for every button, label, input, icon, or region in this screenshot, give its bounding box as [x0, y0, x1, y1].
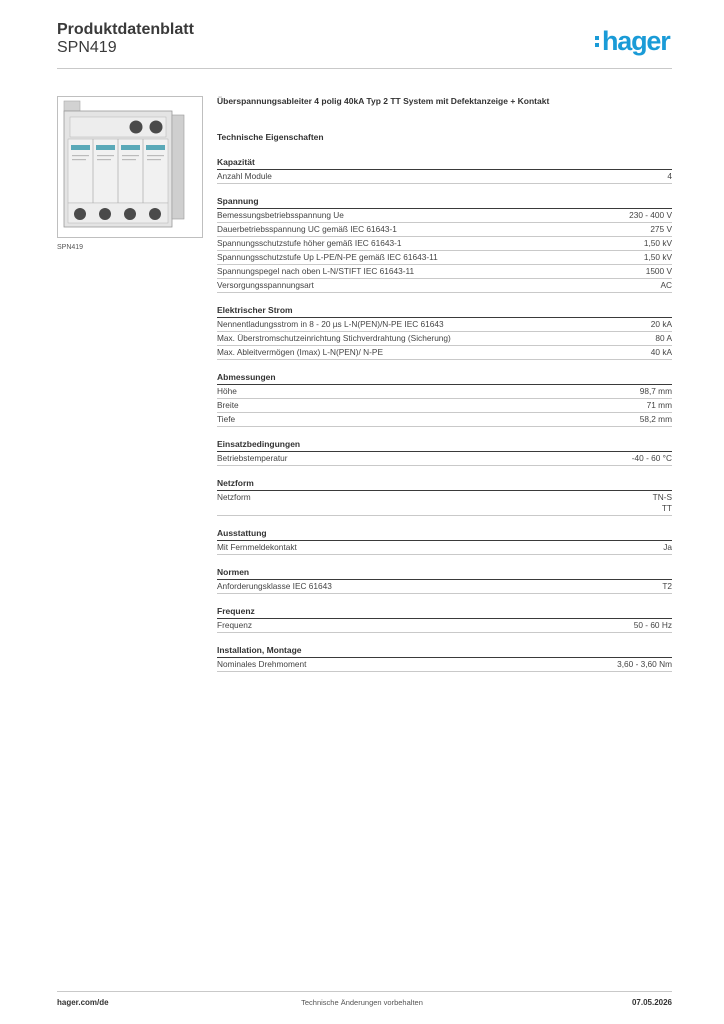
section-title: Ausstattung — [217, 528, 672, 541]
spec-section — [217, 157, 672, 184]
spec-value — [651, 347, 672, 358]
section-title: Abmessungen — [217, 372, 672, 385]
spec-content — [217, 96, 672, 672]
spec-label: Max. Überstromschutzeinrichtung Stichverdrahtung (Sicherung) — [217, 333, 451, 343]
spec-label: Tiefe — [217, 414, 236, 424]
spec-row — [217, 279, 672, 293]
spec-value — [617, 659, 672, 670]
spec-label: Versorgungsspannungsart — [217, 280, 314, 290]
logo-text: hager — [602, 26, 670, 56]
spec-value — [655, 333, 672, 344]
spec-value-line: 98,7 mm — [639, 386, 672, 396]
spec-value — [662, 581, 672, 592]
spec-row — [217, 385, 672, 399]
spec-value-line: -40 - 60 °C — [631, 453, 672, 463]
spec-value — [646, 266, 672, 277]
spec-value — [663, 542, 672, 553]
spec-value-line: Ja — [663, 542, 672, 552]
spec-value — [644, 252, 672, 263]
footer-notice: Technische Änderungen vorbehalten — [301, 998, 423, 1007]
spec-section — [217, 372, 672, 427]
spec-value — [651, 319, 672, 330]
section-title: Kapazität — [217, 157, 672, 170]
spec-section — [217, 645, 672, 672]
spec-value — [632, 453, 672, 464]
spec-value-line: 1,50 kV — [643, 252, 672, 262]
spec-value — [644, 238, 672, 249]
spec-label: Nominales Drehmoment — [217, 659, 307, 669]
logo-dots-icon — [595, 28, 599, 48]
spec-section — [217, 305, 672, 360]
section-title: Normen — [217, 567, 672, 580]
spec-row — [217, 251, 672, 265]
spec-value-line: 40 kA — [650, 347, 672, 357]
spec-value-line: 71 mm — [646, 400, 672, 410]
spec-row — [217, 413, 672, 427]
spec-row — [217, 332, 672, 346]
spec-row — [217, 541, 672, 555]
spec-row — [217, 399, 672, 413]
section-title: Einsatzbedingungen — [217, 439, 672, 452]
spec-value-line: 80 A — [655, 333, 672, 343]
document-title: Produktdatenblatt — [57, 21, 194, 38]
spec-value — [667, 171, 672, 182]
spec-value-line: 1,50 kV — [643, 238, 672, 248]
spec-row — [217, 452, 672, 466]
section-title: Spannung — [217, 196, 672, 209]
spec-label: Spannungsschutzstufe Up L-PE/N-PE gemäß IEC 61643-11 — [217, 252, 438, 262]
spec-row — [217, 491, 672, 516]
spec-value — [650, 224, 672, 235]
spec-section — [217, 478, 672, 516]
spec-row — [217, 580, 672, 594]
spec-label: Breite — [217, 400, 239, 410]
spec-value-line: TN-S — [652, 492, 672, 502]
spec-value-line: 230 - 400 V — [629, 210, 672, 220]
spec-value — [634, 620, 672, 631]
spec-value — [629, 210, 672, 221]
spec-row — [217, 223, 672, 237]
spec-value-line: 58,2 mm — [639, 414, 672, 424]
spec-row — [217, 658, 672, 672]
section-title: Installation, Montage — [217, 645, 672, 658]
technical-properties-heading: Technische Eigenschaften — [217, 132, 324, 142]
spec-label: Dauerbetriebsspannung UC gemäß IEC 61643-1 — [217, 224, 397, 234]
product-image-caption: SPN419 — [57, 244, 84, 251]
spec-value-line: 50 - 60 Hz — [633, 620, 672, 630]
section-title: Elektrischer Strom — [217, 305, 672, 318]
spec-section — [217, 528, 672, 555]
spec-value-line: 4 — [667, 171, 672, 181]
spec-section — [217, 196, 672, 293]
spec-label: Bemessungsbetriebsspannung Ue — [217, 210, 344, 220]
spec-row — [217, 318, 672, 332]
spec-label: Anforderungsklasse IEC 61643 — [217, 581, 332, 591]
spec-value-line: T2 — [662, 581, 672, 591]
spec-section — [217, 439, 672, 466]
spec-value-line: AC — [660, 280, 672, 290]
spec-value-line: TT — [661, 503, 672, 513]
spec-row — [217, 237, 672, 251]
spec-value-line: 1500 V — [645, 266, 672, 276]
footer-website: hager.com/de — [57, 998, 109, 1007]
hager-logo — [595, 28, 670, 55]
product-description: Überspannungsableiter 4 polig 40kA Typ 2 TT System mit Defektanzeige + Kontakt — [217, 96, 550, 106]
spec-value-line: 3,60 - 3,60 Nm — [617, 659, 672, 669]
spec-label: Höhe — [217, 386, 237, 396]
surge-arrester-icon — [58, 97, 202, 237]
spec-value — [647, 400, 672, 411]
spec-label: Mit Fernmeldekontakt — [217, 542, 297, 552]
header-divider — [57, 68, 672, 69]
spec-value — [640, 386, 672, 397]
spec-sections — [217, 157, 672, 672]
spec-value-line: 275 V — [650, 224, 672, 234]
spec-label: Spannungsschutzstufe höher gemäß IEC 61643-1 — [217, 238, 402, 248]
spec-value — [640, 414, 672, 425]
spec-row — [217, 346, 672, 360]
spec-label: Anzahl Module — [217, 171, 272, 181]
product-image — [57, 96, 203, 238]
spec-value — [653, 492, 672, 514]
spec-value-line: 20 kA — [650, 319, 672, 329]
spec-label: Nennentladungsstrom in 8 - 20 µs L-N(PEN)/N-PE IEC 61643 — [217, 319, 444, 329]
spec-row — [217, 170, 672, 184]
section-title: Netzform — [217, 478, 672, 491]
document-subtitle: SPN419 — [57, 39, 117, 56]
spec-label: Max. Ableitvermögen (Imax) L-N(PEN)/ N-PE — [217, 347, 383, 357]
footer-date: 07.05.2026 — [631, 998, 672, 1007]
spec-label: Betriebstemperatur — [217, 453, 288, 463]
spec-row — [217, 619, 672, 633]
footer-divider — [57, 991, 672, 992]
spec-row — [217, 265, 672, 279]
spec-row — [217, 209, 672, 223]
spec-label: Frequenz — [217, 620, 253, 630]
spec-section — [217, 567, 672, 594]
spec-section — [217, 606, 672, 633]
spec-value — [660, 280, 672, 291]
spec-label: Netzform — [217, 492, 251, 502]
spec-label: Spannungspegel nach oben L-N/STIFT IEC 61643-11 — [217, 266, 415, 276]
section-title: Frequenz — [217, 606, 672, 619]
